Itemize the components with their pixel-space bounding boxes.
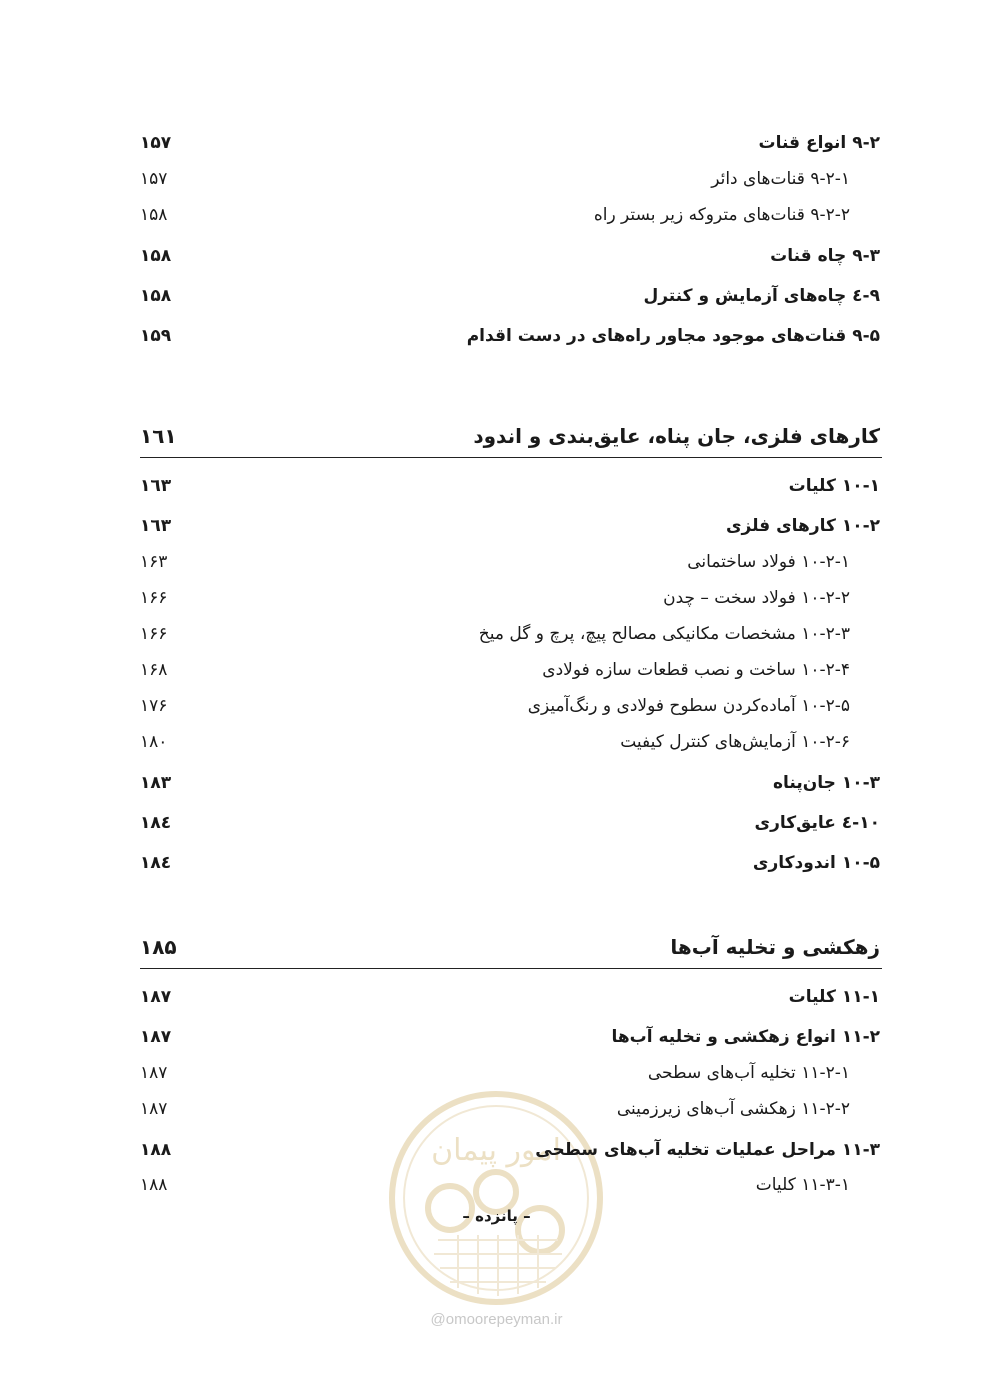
page-number: ۱۸۷ <box>140 1099 168 1119</box>
entry-title: ۹-۳ چاه قنات <box>770 246 880 266</box>
toc-entry[interactable] <box>140 127 880 159</box>
chapter-title: کارهای فلزی، جان پناه، عایق‌بندی و اندود <box>473 424 880 448</box>
entry-title: ۱۱-۲-۱ تخلیه آب‌های سطحی <box>647 1063 850 1083</box>
entry-title: ۱۰-۲-۶ آزمایش‌های کنترل کیفیت <box>620 732 850 752</box>
entry-title: ۱۰-۲-۵ آماده‌کردن سطوح فولادی و رنگ‌آمیزی <box>527 696 850 716</box>
toc-entry[interactable] <box>140 1057 880 1089</box>
page-number: ۱۵۸ <box>140 246 172 266</box>
entry-title: ۱۱-۲ انواع زهکشی و تخلیه آب‌ها <box>611 1027 880 1047</box>
page-number: ۱۵۸ <box>140 205 168 225</box>
entry-title: ۱۱-۲-۲ زهکشی آب‌های زیرزمینی <box>616 1099 850 1119</box>
chapter-heading[interactable] <box>140 931 880 963</box>
toc-entry[interactable] <box>140 767 880 799</box>
page-number: ۱۵۷ <box>140 169 168 189</box>
page-number: ۱۵۸ <box>140 286 172 306</box>
chapter-divider <box>140 968 882 969</box>
chapter-heading[interactable] <box>140 420 880 452</box>
toc-entry[interactable] <box>140 654 880 686</box>
entry-title: ۱۱-۳ مراحل عملیات تخلیه آب‌های سطحی <box>535 1140 880 1160</box>
toc-entry[interactable] <box>140 1021 880 1053</box>
page-number: ۱۷۶ <box>140 696 168 716</box>
page-number: ۱٦۳ <box>140 516 172 536</box>
toc-entry[interactable] <box>140 280 880 312</box>
toc-entry[interactable] <box>140 847 880 879</box>
page-number: ۱۸۵ <box>140 935 177 959</box>
entry-title: ۱۱-۳-۱ کلیات <box>755 1175 850 1195</box>
toc-entry[interactable] <box>140 582 880 614</box>
page-footer: – پانزده – <box>462 1207 531 1225</box>
entry-title: ۹-۲-۱ قنات‌های دائر <box>711 169 850 189</box>
toc-entry[interactable] <box>140 726 880 758</box>
page-number: ۱۸۳ <box>140 773 172 793</box>
toc-entry[interactable] <box>140 1093 880 1125</box>
toc-entry[interactable] <box>140 320 880 352</box>
entry-title: ۹-۵ قنات‌های موجود مجاور راه‌های در دست اقدام <box>466 326 880 346</box>
page-number: ۱۸۷ <box>140 1027 172 1047</box>
entry-title: ۹-۲-۲ قنات‌های متروکه زیر بستر راه <box>593 205 850 225</box>
watermark-handle: @omoorepeyman.ir <box>430 1311 563 1328</box>
toc-entry[interactable] <box>140 690 880 722</box>
page-number: ۱۸۰ <box>140 732 168 752</box>
toc-entry[interactable] <box>140 618 880 650</box>
entry-title: ۱۰-۵ اندودکاری <box>752 853 880 873</box>
toc-entry[interactable] <box>140 981 880 1013</box>
entry-title: ۱۰-۲-۴ ساخت و نصب قطعات سازه فولادی <box>542 660 850 680</box>
entry-title: ۱۰-۲-۳ مشخصات مکانیکی مصالح پیچ، پرچ و گل میخ <box>478 624 850 644</box>
toc-entry[interactable] <box>140 199 880 231</box>
page-number: ۱۶۸ <box>140 660 168 680</box>
page-number: ۱۵۹ <box>140 326 172 346</box>
logo-lettering: امور پیمان <box>431 1133 561 1168</box>
toc-entry[interactable] <box>140 807 880 839</box>
page-number: ۱۸٤ <box>140 813 172 833</box>
entry-title: ۹-۲ انواع قنات <box>758 133 880 153</box>
entry-title: ۱۰-۲-۲ فولاد سخت – چدن <box>663 588 850 608</box>
page-number: ۱۵۷ <box>140 133 172 153</box>
entry-title: ۹-٤ چاه‌های آزمایش و کنترل <box>643 286 880 306</box>
page-number: ۱۸٤ <box>140 853 172 873</box>
toc-entry[interactable] <box>140 1169 880 1201</box>
page-number: ۱۸۷ <box>140 1063 168 1083</box>
entry-title: ۱۰-۳ جان‌پناه <box>773 773 880 793</box>
page-number: ۱٦۱ <box>140 424 177 448</box>
page-number: ۱۸۸ <box>140 1175 168 1195</box>
page-number: ۱٦۳ <box>140 476 172 496</box>
toc-entry[interactable] <box>140 470 880 502</box>
toc-entry[interactable] <box>140 240 880 272</box>
entry-title: ۱۰-۲-۱ فولاد ساختمانی <box>687 552 850 572</box>
toc-entry[interactable] <box>140 510 880 542</box>
page-number: ۱۸۸ <box>140 1140 172 1160</box>
toc-entry[interactable] <box>140 546 880 578</box>
chapter-title: زهکشی و تخلیه آب‌ها <box>670 935 880 959</box>
entry-title: ۱۰-٤ عایق‌کاری <box>754 813 880 833</box>
page-number: ۱۶۶ <box>140 588 168 608</box>
page-number: ۱۸۷ <box>140 987 172 1007</box>
chapter-divider <box>140 457 882 458</box>
entry-title: ۱۱-۱ کلیات <box>788 987 880 1007</box>
entry-title: ۱۰-۱ کلیات <box>788 476 880 496</box>
toc-entry[interactable] <box>140 1134 880 1166</box>
entry-title: ۱۰-۲ کارهای فلزی <box>725 516 880 536</box>
toc-entry[interactable] <box>140 163 880 195</box>
page-number: ۱۶۳ <box>140 552 168 572</box>
page-number: ۱۶۶ <box>140 624 168 644</box>
